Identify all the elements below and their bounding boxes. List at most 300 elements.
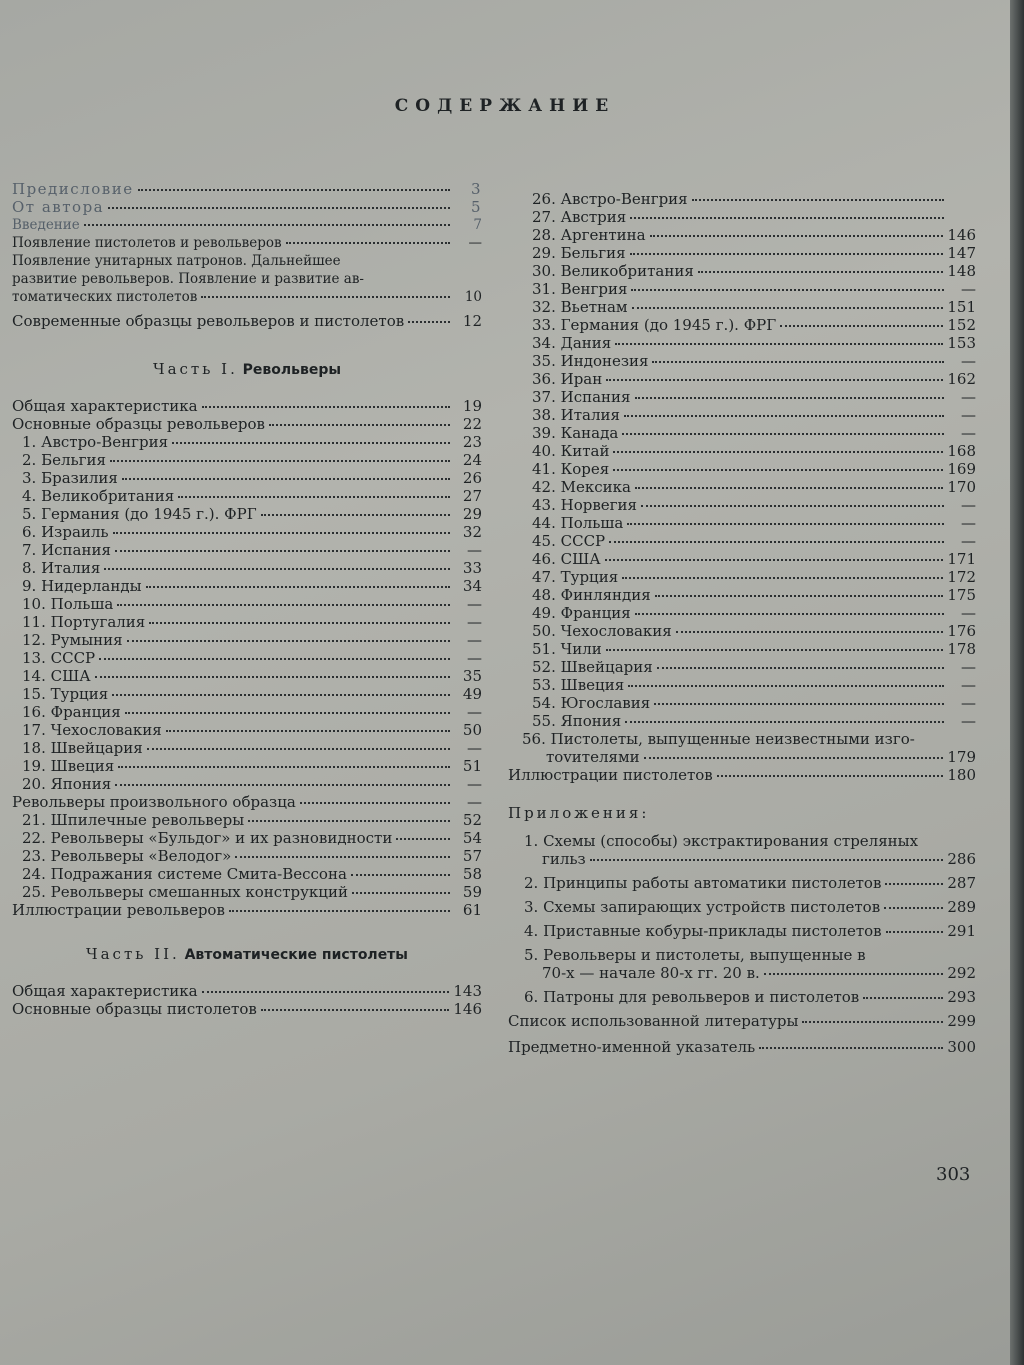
toc-entry-label: 6. Израиль — [22, 523, 109, 541]
leader-dots — [622, 577, 943, 579]
toc-entry-page: — — [961, 514, 976, 532]
leader-dots — [650, 235, 944, 237]
leader-dots — [286, 242, 450, 244]
toc-entry-label: 42. Мексика — [532, 478, 631, 496]
toc-entry — [12, 847, 482, 865]
toc-entry-page: — — [467, 649, 482, 667]
leader-dots — [117, 604, 450, 606]
toc-entry — [508, 316, 976, 334]
toc-entry — [508, 658, 976, 676]
toc-entry-line: 1. Схемы (способы) экстрактирования стреляных — [524, 832, 919, 850]
toc-entry-page: 176 — [947, 622, 976, 640]
toc-entry — [12, 667, 482, 685]
toc-entry-label: Введение — [12, 217, 80, 233]
toc-entry — [12, 469, 482, 487]
leader-dots — [122, 478, 450, 480]
leader-dots — [717, 775, 944, 777]
toc-entry-label: 16. Франция — [22, 703, 121, 721]
toc-entry-page: 180 — [947, 766, 976, 784]
leader-dots — [606, 649, 944, 651]
toc-entry-page: — — [961, 280, 976, 298]
toc-entry-page: 171 — [947, 550, 976, 568]
toc-entry-page: 51 — [462, 757, 482, 775]
toc-entry — [12, 613, 482, 631]
leader-dots — [113, 532, 450, 534]
toc-entry-page: — — [467, 775, 482, 793]
appendix-list — [508, 832, 976, 1006]
leader-dots — [802, 1021, 943, 1023]
toc-entry-label: 22. Револьверы «Бульдог» и их разновидности — [22, 829, 393, 847]
toc-entry-label: Основные образцы пистолетов — [12, 1000, 257, 1018]
leader-dots — [95, 676, 450, 678]
toc-entry — [12, 793, 482, 811]
toc-entry — [508, 568, 976, 586]
toc-entry-page: — — [467, 793, 482, 811]
leader-dots — [115, 784, 450, 786]
toc-entry — [508, 532, 976, 550]
leader-dots — [884, 907, 943, 909]
toc-entry-label: Револьверы произвольного образца — [12, 793, 296, 811]
appendix-entry — [508, 988, 976, 1006]
toc-entry-label: 15. Турция — [22, 685, 109, 703]
toc-entry-label: 3. Бразилия — [22, 469, 118, 487]
toc-entry-line: 56. Пистолеты, выпущенные неизвестными изго- — [522, 730, 915, 748]
toc-entry-label: 43. Норвегия — [532, 496, 637, 514]
toc-entry-page: — — [961, 676, 976, 694]
toc-entry — [12, 234, 482, 252]
toc-entry-page: 146 — [453, 1000, 482, 1018]
toc-entry-line: развитие револьверов. Появление и развитие ав- — [12, 271, 364, 287]
toc-entry — [12, 198, 482, 216]
leader-dots — [698, 271, 944, 273]
toc-entry-label: 31. Венгрия — [532, 280, 628, 298]
toc-entry-label: 19. Швеция — [22, 757, 115, 775]
leader-dots — [625, 721, 944, 723]
toc-entry-label: 6. Патроны для револьверов и пистолетов — [524, 988, 860, 1006]
toc-entry — [12, 415, 482, 433]
toc-entry-page: 29 — [462, 505, 482, 523]
toc-entry-label: 25. Револьверы смешанных конструкций — [22, 883, 348, 901]
toc-entry-page: — — [961, 532, 976, 550]
toc-entry-page: 26 — [462, 469, 482, 487]
toc-entry — [12, 883, 482, 901]
leader-dots — [885, 883, 943, 885]
background-surface — [1010, 0, 1024, 1365]
toc-entry — [12, 451, 482, 469]
toc-entry-page: 299 — [947, 1012, 976, 1030]
leader-dots — [692, 199, 944, 201]
toc-entry — [508, 262, 976, 280]
leader-dots — [115, 550, 450, 552]
leader-dots — [84, 224, 450, 226]
toc-entry-label: 7. Испания — [22, 541, 111, 559]
toc-entry-label: 50. Чехословакия — [532, 622, 672, 640]
toc-entry-page: 175 — [947, 586, 976, 604]
leader-dots — [627, 523, 944, 525]
toc-entry-page: 49 — [462, 685, 482, 703]
toc-country-list — [508, 190, 976, 730]
toc-entry-label: 4. Приставные кобуры-приклады пистолетов — [524, 922, 882, 940]
toc-entry — [12, 180, 482, 198]
toc-entry-label: 70-х — начале 80-х гг. 20 в. — [542, 964, 760, 982]
leader-dots — [127, 640, 450, 642]
toc-entry-label: 41. Корея — [532, 460, 610, 478]
toc-entry-page: — — [961, 406, 976, 424]
toc-entry-label: 18. Швейцария — [22, 739, 143, 757]
toc-entry — [508, 1012, 976, 1030]
toc-entry — [12, 312, 482, 330]
toc-entry-page: 12 — [462, 312, 482, 330]
toc-entry — [508, 514, 976, 532]
toc-entry-label: 2. Принципы работы автоматики пистолетов — [524, 874, 882, 892]
toc-entry-page: — — [961, 604, 976, 622]
leader-dots — [202, 991, 450, 993]
leader-dots — [630, 217, 944, 219]
appendix-entry — [508, 946, 976, 982]
toc-entry — [12, 1000, 482, 1018]
toc-entry — [508, 550, 976, 568]
toc-entry-page: — — [961, 658, 976, 676]
toc-type-list — [12, 811, 482, 901]
leader-dots — [300, 802, 450, 804]
toc-entry-label: 29. Бельгия — [532, 244, 626, 262]
toc-left-column — [12, 180, 482, 1018]
toc-entry-label: 33. Германия (до 1945 г.). ФРГ — [532, 316, 777, 334]
toc-entry-label: 23. Револьверы «Велодог» — [22, 847, 232, 865]
toc-entry — [508, 694, 976, 712]
toc-entry-page: — — [961, 496, 976, 514]
toc-entry — [508, 766, 976, 784]
toc-entry — [12, 397, 482, 415]
part-name: Револьверы — [242, 362, 342, 378]
toc-entry — [12, 595, 482, 613]
toc-entry-page: — — [961, 694, 976, 712]
toc-entry-page: 178 — [947, 640, 976, 658]
toc-entry — [12, 775, 482, 793]
leader-dots — [99, 658, 450, 660]
toc-entry — [12, 577, 482, 595]
toc-entry — [508, 190, 976, 208]
leader-dots — [863, 997, 943, 999]
toc-entry-page: 147 — [947, 244, 976, 262]
leader-dots — [408, 321, 450, 323]
toc-entry-page: 291 — [947, 922, 976, 940]
toc-entry-page: 143 — [453, 982, 482, 1000]
toc-entry-label: Иллюстрации пистолетов — [508, 766, 713, 784]
toc-entry-page: 10 — [464, 289, 482, 305]
toc-entry-page: 52 — [462, 811, 482, 829]
toc-entry — [12, 649, 482, 667]
leader-dots — [655, 595, 944, 597]
leader-dots — [104, 568, 450, 570]
toc-entry-page: 153 — [947, 334, 976, 352]
toc-entry — [508, 640, 976, 658]
toc-entry — [12, 559, 482, 577]
toc-entry-label: 21. Шпилечные револьверы — [22, 811, 245, 829]
toc-entry — [508, 622, 976, 640]
toc-entry-label: Современные образцы револьверов и пистолетов — [12, 312, 405, 330]
toc-entry-page: 50 — [462, 721, 482, 739]
toc-entry — [508, 730, 976, 766]
toc-entry-label: 13. СССР — [22, 649, 96, 667]
leader-dots — [261, 514, 450, 516]
toc-entry — [508, 298, 976, 316]
leader-dots — [644, 757, 944, 759]
toc-entry — [508, 1038, 976, 1056]
toc-entry-label: 52. Швейцария — [532, 658, 653, 676]
toc-entry-page: 179 — [947, 748, 976, 766]
toc-entry-label: 9. Нидерланды — [22, 577, 142, 595]
toc-entry-line: Появление унитарных патронов. Дальнейшее — [12, 253, 341, 269]
leader-dots — [780, 325, 943, 327]
leader-dots — [147, 748, 450, 750]
leader-dots — [654, 703, 944, 705]
leader-dots — [146, 586, 450, 588]
toc-right-column — [508, 190, 976, 1056]
toc-entry — [12, 739, 482, 757]
appendix-entry — [508, 898, 976, 916]
toc-entry-page: 27 — [462, 487, 482, 505]
toc-entry-label: 3. Схемы запирающих устройств пистолетов — [524, 898, 881, 916]
toc-entry-page: — — [961, 424, 976, 442]
toc-entry-label: 14. США — [22, 667, 91, 685]
leader-dots — [590, 859, 944, 861]
toc-entry-page: 35 — [462, 667, 482, 685]
toc-entry-label: Общая характеристика — [12, 982, 198, 1000]
toc-entry-label: 34. Дания — [532, 334, 612, 352]
toc-entry-label: 30. Великобритания — [532, 262, 694, 280]
toc-entry-page: 5 — [470, 198, 482, 216]
leader-dots — [652, 361, 944, 363]
toc-entry-label: тovителями — [546, 748, 640, 766]
leader-dots — [172, 442, 450, 444]
leader-dots — [138, 189, 450, 191]
toc-entry-page: 34 — [462, 577, 482, 595]
toc-entry-label: Предисловие — [12, 180, 134, 198]
toc-entry-page: 169 — [947, 460, 976, 478]
toc-entry — [12, 685, 482, 703]
toc-entry-page: 152 — [947, 316, 976, 334]
toc-entry-page: 59 — [462, 883, 482, 901]
leader-dots — [676, 631, 944, 633]
toc-entry — [508, 244, 976, 262]
toc-entry-label: 1. Австро-Венгрия — [22, 433, 169, 451]
toc-entry-page: 7 — [473, 217, 482, 233]
toc-entry-page: 146 — [947, 226, 976, 244]
toc-entry — [12, 703, 482, 721]
toc-entry-label: Основные образцы револьверов — [12, 415, 265, 433]
leader-dots — [248, 820, 450, 822]
toc-entry-label: 39. Канада — [532, 424, 619, 442]
page-number: 303 — [936, 1164, 971, 1185]
toc-entry-label: 54. Югославия — [532, 694, 651, 712]
toc-entry-page: 57 — [462, 847, 482, 865]
toc-entry — [508, 460, 976, 478]
toc-entry-page: 289 — [947, 898, 976, 916]
toc-entry-label: 38. Италия — [532, 406, 620, 424]
toc-entry — [508, 442, 976, 460]
toc-entry-page: 22 — [462, 415, 482, 433]
toc-entry — [12, 433, 482, 451]
toc-entry-page: 151 — [947, 298, 976, 316]
toc-entry-page: — — [467, 631, 482, 649]
toc-entry — [12, 216, 482, 234]
toc-entry-page: — — [467, 595, 482, 613]
leader-dots — [609, 541, 944, 543]
leader-dots — [635, 487, 943, 489]
toc-entry-label: 20. Япония — [22, 775, 112, 793]
toc-entry-label: томатических пистолетов — [12, 289, 198, 305]
toc-entry — [12, 982, 482, 1000]
toc-entry-label: 26. Австро-Венгрия — [532, 190, 688, 208]
toc-entry — [12, 523, 482, 541]
leader-dots — [261, 1009, 450, 1011]
toc-entry-label: 5. Германия (до 1945 г.). ФРГ — [22, 505, 257, 523]
toc-entry-label: Список использованной литературы — [508, 1012, 799, 1030]
leader-dots — [396, 838, 450, 840]
toc-entry-page: 33 — [462, 559, 482, 577]
toc-entry-label: 17. Чехословакия — [22, 721, 162, 739]
toc-entry — [12, 631, 482, 649]
toc-entry-page: 23 — [462, 433, 482, 451]
leader-dots — [351, 874, 450, 876]
toc-entry-label: 48. Финляндия — [532, 586, 651, 604]
leader-dots — [635, 613, 944, 615]
leader-dots — [631, 289, 944, 291]
toc-entry-label: 10. Польша — [22, 595, 114, 613]
leader-dots — [149, 622, 450, 624]
leader-dots — [269, 424, 450, 426]
leader-dots — [759, 1047, 943, 1049]
leader-dots — [118, 766, 450, 768]
part-prefix: Часть II. — [86, 945, 180, 963]
toc-entry-page: 58 — [462, 865, 482, 883]
toc-entry-label: 47. Турция — [532, 568, 619, 586]
toc-entry-page: 24 — [462, 451, 482, 469]
toc-country-list — [12, 433, 482, 793]
toc-entry-label: 46. США — [532, 550, 601, 568]
toc-entry-label: Иллюстрации револьверов — [12, 901, 225, 919]
toc-entry — [508, 208, 976, 226]
toc-entry — [12, 865, 482, 883]
toc-entry-page: 61 — [462, 901, 482, 919]
toc-entry-page: 162 — [947, 370, 976, 388]
toc-entry — [508, 424, 976, 442]
leader-dots — [166, 730, 450, 732]
toc-entry-page: — — [961, 712, 976, 730]
toc-entry-label: 2. Бельгия — [22, 451, 106, 469]
toc-entry-page: 292 — [947, 964, 976, 982]
toc-entry — [508, 370, 976, 388]
toc-entry — [12, 901, 482, 919]
toc-entry — [508, 586, 976, 604]
toc-entry-page: — — [468, 235, 482, 251]
toc-entry — [508, 388, 976, 406]
toc-entry-page: — — [467, 613, 482, 631]
leader-dots — [641, 505, 944, 507]
part-name: Автоматические пистолеты — [184, 947, 408, 963]
leader-dots — [657, 667, 944, 669]
toc-entry-page: 168 — [947, 442, 976, 460]
toc-entry — [508, 352, 976, 370]
part-heading — [12, 360, 482, 379]
toc-entry — [12, 541, 482, 559]
toc-entry-label: 4. Великобритания — [22, 487, 175, 505]
toc-entry — [508, 406, 976, 424]
toc-entry — [12, 811, 482, 829]
toc-entry-page: — — [961, 388, 976, 406]
toc-entry-label: 49. Франция — [532, 604, 631, 622]
toc-entry-page: 54 — [462, 829, 482, 847]
toc-entry-page: — — [467, 703, 482, 721]
leader-dots — [635, 397, 944, 399]
leader-dots — [622, 433, 944, 435]
toc-entry-label: 27. Австрия — [532, 208, 627, 226]
leader-dots — [606, 379, 943, 381]
toc-entry-page: 148 — [947, 262, 976, 280]
toc-entry-label: 35. Индонезия — [532, 352, 649, 370]
part-heading — [12, 945, 482, 964]
leader-dots — [615, 343, 943, 345]
toc-entry-label: 53. Швеция — [532, 676, 625, 694]
toc-entry — [508, 676, 976, 694]
toc-entry-label: гильз — [542, 850, 586, 868]
toc-entry — [12, 487, 482, 505]
toc-entry — [508, 496, 976, 514]
leader-dots — [229, 910, 450, 912]
toc-entry-label: Предметно-именной указатель — [508, 1038, 756, 1056]
toc-entry-page: — — [467, 739, 482, 757]
toc-entry-page: 32 — [462, 523, 482, 541]
leader-dots — [110, 460, 450, 462]
leader-dots — [886, 931, 944, 933]
leader-dots — [235, 856, 450, 858]
appendix-entry — [508, 922, 976, 940]
leader-dots — [630, 253, 944, 255]
appendix-entry — [508, 874, 976, 892]
leader-dots — [613, 451, 943, 453]
page-title: СОДЕРЖАНИЕ — [394, 96, 616, 116]
leader-dots — [628, 685, 944, 687]
toc-entry-label: Общая характеристика — [12, 397, 198, 415]
toc-entry-page: 172 — [947, 568, 976, 586]
leader-dots — [108, 207, 450, 209]
toc-entry-label: 55. Япония — [532, 712, 622, 730]
toc-entry-label: 36. Иран — [532, 370, 603, 388]
toc-entry-label: 40. Китай — [532, 442, 610, 460]
leader-dots — [125, 712, 450, 714]
leader-dots — [201, 296, 450, 298]
toc-entry-page: 286 — [947, 850, 976, 868]
toc-entry — [508, 334, 976, 352]
leader-dots — [352, 892, 450, 894]
appendix-entry — [508, 832, 976, 868]
toc-entry-label: 28. Аргентина — [532, 226, 646, 244]
toc-entry — [508, 478, 976, 496]
toc-entry-label: 24. Подражания системе Смита-Вессона — [22, 865, 347, 883]
toc-entry-label: От автора — [12, 198, 105, 216]
toc-entry — [12, 721, 482, 739]
toc-entry-label: 12. Румыния — [22, 631, 123, 649]
appendix-heading: Приложения: — [508, 804, 650, 822]
toc-entry-page: 287 — [947, 874, 976, 892]
toc-entry-label: Появление пистолетов и револьверов — [12, 235, 282, 251]
toc-entry — [12, 252, 482, 306]
toc-entry — [508, 604, 976, 622]
toc-entry-label: 37. Испания — [532, 388, 631, 406]
toc-entry-label: 32. Вьетнам — [532, 298, 628, 316]
toc-entry — [508, 226, 976, 244]
